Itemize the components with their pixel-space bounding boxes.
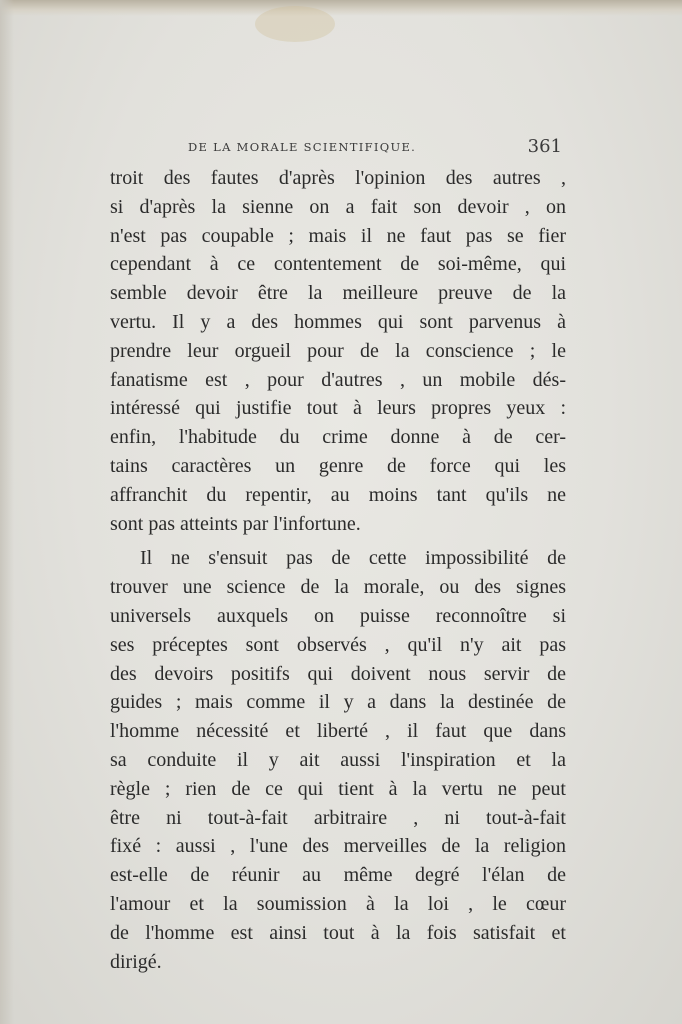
paragraph-1 — [110, 164, 566, 538]
text-line: fanatisme est , pour d'autres , un mobile dés- — [110, 368, 566, 391]
page-top-edge — [0, 0, 682, 16]
text-line: tains caractères un genre de force qui les — [110, 454, 566, 477]
page-number: 361 — [527, 136, 562, 157]
page-header — [176, 136, 566, 158]
page-left-shadow — [0, 0, 14, 1024]
running-title: DE LA MORALE SCIENTIFIQUE. — [188, 140, 417, 154]
text-line: sa conduite il y ait aussi l'inspiration et la — [110, 748, 566, 771]
text-line: semble devoir être la meilleure preuve de la — [110, 282, 566, 305]
text-line: Il ne s'ensuit pas de cette impossibilité de — [140, 547, 566, 570]
text-line: enfin, l'habitude du crime donne à de cer- — [110, 426, 566, 449]
text-line: troit des fautes d'après l'opinion des autres , — [110, 167, 566, 189]
text-line: si d'après la sienne on a fait son devoir , on — [110, 195, 566, 218]
text-line: guides ; mais comme il y a dans la destinée de — [110, 691, 566, 714]
text-line: affranchit du repentir, au moins tant qu'ils ne — [110, 483, 566, 506]
text-line: dirigé. — [110, 950, 162, 973]
text-line: l'amour et la soumission à la loi , le cœur — [110, 892, 566, 915]
text-line: intéressé qui justifie tout à leurs propres yeux : — [110, 397, 566, 420]
paper-stain — [255, 6, 335, 42]
body-text — [110, 164, 566, 976]
text-line: universels auxquels on puisse reconnoître si — [110, 604, 566, 627]
text-line: sont pas atteints par l'infortune. — [110, 512, 361, 535]
text-line: trouver une science de la morale, ou des signes — [110, 576, 566, 599]
text-line: de l'homme est ainsi tout à la fois satisfait et — [110, 921, 566, 944]
text-line: ses préceptes sont observés , qu'il n'y ait pas — [110, 633, 566, 656]
text-line: est-elle de réunir au même degré l'élan de — [110, 864, 566, 887]
text-line: être ni tout-à-fait arbitraire , ni tout-à-fait — [110, 806, 566, 829]
text-line: fixé : aussi , l'une des merveilles de la religion — [110, 835, 566, 858]
text-line: n'est pas coupable ; mais il ne faut pas se fier — [110, 224, 566, 247]
text-line: l'homme nécessité et liberté , il faut que dans — [110, 720, 566, 743]
text-line: prendre leur orgueil pour de la conscience ; le — [110, 339, 566, 362]
paragraph-2 — [110, 544, 566, 976]
text-line: des devoirs positifs qui doivent nous servir de — [110, 662, 566, 685]
text-line: cependant à ce contentement de soi-même, qui — [110, 253, 566, 276]
text-line: règle ; rien de ce qui tient à la vertu ne peut — [110, 777, 566, 800]
text-line: vertu. Il y a des hommes qui sont parvenus à — [110, 310, 566, 333]
